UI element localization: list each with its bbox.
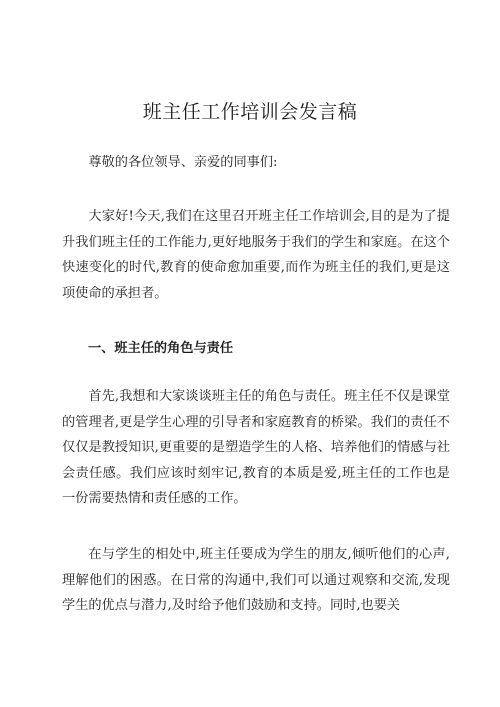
role-responsibility-paragraph: 首先,我想和大家谈谈班主任的角色与责任。班主任不仅是课堂的管理者,更是学生心理的引导者和家庭教育的桥梁。我们的责任不仅仅是教授知识,更重要的是塑造学生的人格、培养他们的情感与社会责任感。我们应该时刻牢记,教育的本质是爱,班主任的工作也是一份需要热情和责任感的工作。 [62, 389, 450, 506]
student-relationship-paragraph: 在与学生的相处中,班主任要成为学生的朋友,倾听他们的心声,理解他们的困惑。在日常的沟通中,我们可以通过观察和交流,发现学生的优点与潜力,及时给予他们鼓励和支持。同时,也要关 [62, 547, 450, 613]
intro-paragraph: 大家好!今天,我们在这里召开班主任工作培训会,目的是为了提升我们班主任的工作能力,更好地服务于我们的学生和家庭。在这个快速变化的时代,教育的使命愈加重要,而作为班主任的我们,更是这项使命的承担者。 [62, 209, 450, 301]
page-title: 班主任工作培训会发言稿 [142, 101, 358, 123]
salutation-paragraph: 尊敬的各位领导、亲爱的同事们: [88, 155, 278, 170]
section-heading-role: 一、班主任的角色与责任 [88, 341, 234, 356]
